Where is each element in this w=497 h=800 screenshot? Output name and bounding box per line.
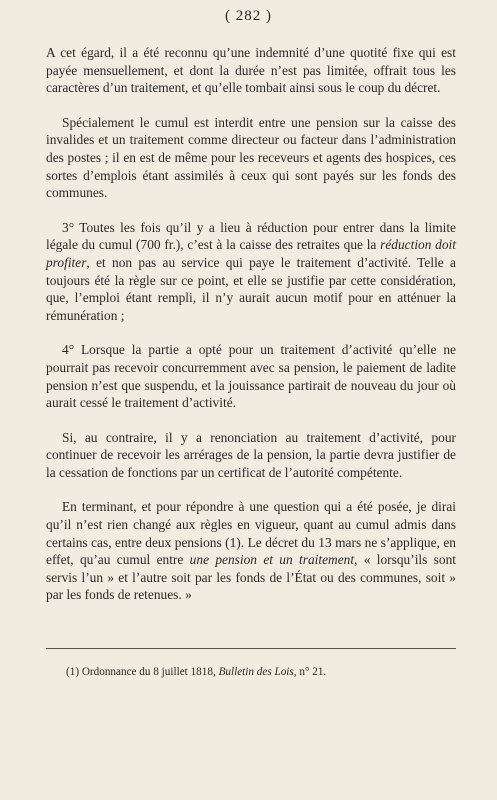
footnote (66, 665, 456, 679)
paragraph-2 (46, 114, 456, 202)
paragraph-1-text: A cet égard, il a été reconnu qu’une indemnité d’une quotité fixe qui est payée mensuellement, et dont la durée n’est pas limitée, offrait tous les caractères d’un traitement, et qu’elle tombait ainsi sous le coup du décret. (46, 45, 456, 96)
footnote-text-before: (1) Ordonnance du 8 juillet 1818, (66, 666, 219, 678)
paragraph-4 (46, 341, 456, 411)
paragraph-5-text: Si, au contraire, il y a renonciation au traitement d’activité, pour continuer de recevoir les arrérages de la pension, la partie devra justifier de la cessation de fonctions par un certificat de l’autorité compétente. (46, 429, 456, 480)
footnote-divider (46, 648, 456, 649)
paragraph-2-text: Spécialement le cumul est interdit entre une pension sur la caisse des invalides et un traitement comme directeur ou facteur dans l’administration des postes ; il en est de même pour les receveurs et agents des hospices, ces sortes d’emplois étant assimilés à ceux qui sont payés sur les fonds des communes. (46, 114, 456, 201)
paragraph-6-emphasis: une pension et un traitement (189, 552, 355, 568)
paragraph-5 (46, 429, 456, 482)
body-text (46, 44, 456, 604)
paragraph-3-emphasis: réduction doit profiter (46, 237, 456, 270)
paragraph-4-text: 4° Lorsque la partie a opté pour un traitement d’activité qu’elle ne pourrait pas recevoir concurremment avec sa pension, le paiement de ladite pension n’est que suspendu, et la jouissance partirait de nouveau du jour où aurait cessé le traitement d’activité. (46, 342, 456, 411)
paragraph-3 (46, 219, 456, 325)
page-number: ( 282 ) (225, 8, 272, 24)
paragraph-3-text-after: , et non pas au service qui paye le traitement d’activité. Telle a toujours été la règle sur ce point, et elle se justifie par cette considération, que, l’emploi étant rempli, il n’y aurait aucun motif pour en atténuer la rémunération ; (46, 254, 456, 323)
paragraph-6-text-after: , « lorsqu’ils sont servis l’un » et l’autre soit par les fonds de l’État ou des communes, soit » par les fonds de retenues. » (46, 552, 456, 603)
paragraph-3-text-before: 3° Toutes les fois qu’il y a lieu à réduction pour entrer dans la limite légale du cumul (700 fr.), c’est à la caisse des retraites que la (46, 219, 456, 253)
paragraph-6-text-before: En terminant, et pour répondre à une question qui a été posée, je dirai qu’il n’est rien changé aux règles en vigueur, quant au cumul admis dans certains cas, entre deux pensions (1). Le décret du 13 mars ne s’applique, en effet, qu’au cumul entre (46, 499, 456, 568)
footnote-emphasis: Bulletin des Lois (218, 666, 294, 678)
paragraph-6 (46, 498, 456, 604)
paragraph-1 (46, 44, 456, 97)
footnote-text-after: , n° 21. (293, 666, 327, 678)
